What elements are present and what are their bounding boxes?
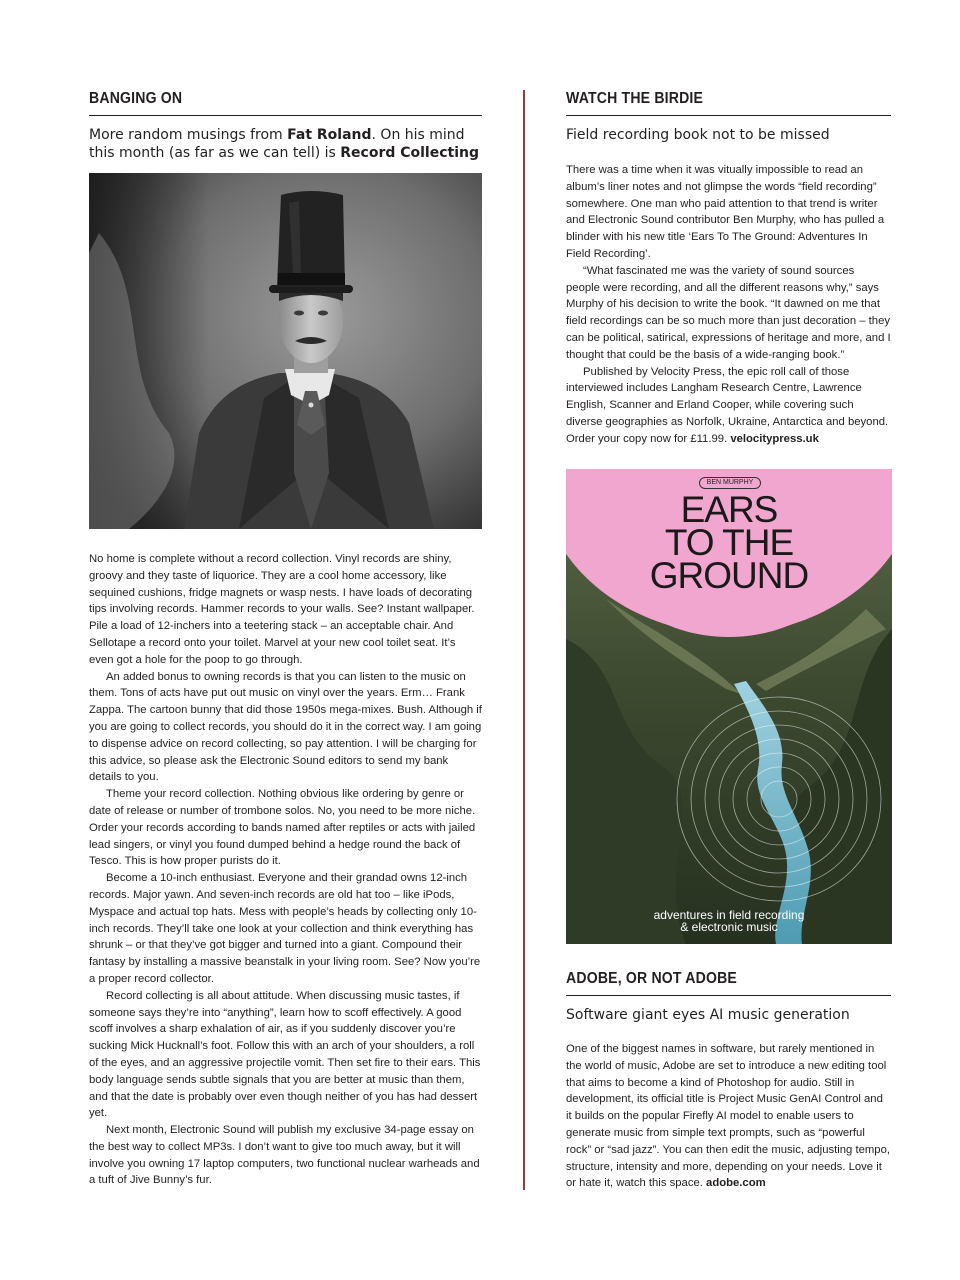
adobe-rule: [566, 995, 891, 996]
banging-on-paragraph: Next month, Electronic Sound will publish my exclusive 34-page essay on the best way to collect MP3s. I don’t want to give too much away, but it will involve you owning 17 laptop computers, two functional nuclear warheads and a tuft of Jive Bunny’s fur.: [89, 1124, 480, 1187]
ears-to-the-ground-book-cover: [566, 469, 892, 944]
book-title-line: TO THE: [664, 522, 794, 563]
velocitypress-link[interactable]: velocitypress.uk: [730, 432, 819, 445]
banging-on-body: [89, 551, 482, 1189]
top-hat-portrait-photo: [89, 173, 482, 529]
column-divider: [523, 90, 525, 1190]
banging-on-heading: BANGING ON: [89, 90, 183, 107]
adobe-standfirst: Software giant eyes AI music generation: [566, 1007, 850, 1023]
banging-on-paragraph: No home is complete without a record collection. Vinyl records are shiny, groovy and they taste of liquorice. They are a cool home accessory, like sequined cushions, fridge magnets or wasp nests. I have loads of decorating tips involving records. Hammer records to your walls. See? Instant wallpaper. Pile a load of 12-inchers into a teetering stack – an acceptable chair. And Sellotape a record onto your toilet. Marvel at your new cool toilet seat. It’s even got a hole for the poop to go through.: [89, 553, 475, 666]
book-subtitle-line: adventures in field recording: [653, 908, 805, 922]
birdie-paragraph: Published by Velocity Press, the epic roll call of those interviewed includes Langham Research Centre, Lawrence English, Scanner and Erland Cooper, while covering such diverse geographies as Norfolk, Ukraine, Antarctica and beyond. Order your copy now for £11.99. velocitypress.uk: [566, 365, 889, 445]
watch-the-birdie-body: [566, 162, 891, 448]
watch-the-birdie-standfirst: Field recording book not to be missed: [566, 127, 830, 143]
banging-on-paragraph: An added bonus to owning records is that you can listen to the music on them. Tons of acts have put out music on vinyl over the years. Erm… Frank Zappa. The cartoon bunny that did those 1950s mega-mixes. Bush. Although if you are going to collect records, you should do it in the correct way. I am going to dispense advice on record collecting, so pay attention. I will be charging for this advice, so please ask the Electronic Sound editors to send my bank details to you.: [89, 670, 482, 784]
birdie-paragraph: “What fascinated me was the variety of sound sources people were recording, and all the different reasons why,” says Murphy of his decision to write the book. “It dawned on me that field recordings can be so much more than just decoration – they can be political, satirical, expressions of heritage and more, and I thought that could be the basis of a wide-ranging book.”: [566, 264, 891, 361]
adobe-body: [566, 1041, 891, 1192]
banging-on-paragraph: Become a 10-inch enthusiast. Everyone and their grandad owns 12-inch records. Major yawn. And seven-inch records are old hat too – like iPods, Myspace and actual top hats. Mess with people’s heads by collecting only 10-inch records. They’ll take one look at your collection and think everything has shrunk – or that they’ve got bigger and turned into a giant. Compound their fantasy by installing a massive beanstalk in your living room. See? Now you’re a proper record collector.: [89, 872, 481, 985]
banging-on-paragraph: Theme your record collection. Nothing obvious like ordering by genre or date of release or number of trombone solos. No, you need to be more niche. Order your records according to bands named after reptiles or acts with jailed lead singers, or vinyl you found dumped behind a hedge round the back of Tesco. This is how proper purists do it.: [89, 788, 476, 868]
book-author-badge: BEN MURPHY: [699, 477, 761, 489]
birdie-paragraph: There was a time when it was vitually impossible to read an album’s liner notes and not glimpse the words “field recording” somewhere. One man who paid attention to that trend is writer and Electronic Sound contributor Ben Murphy, who has pulled a blinder with his new title ‘Ears To The Ground: Adventures In Field Recording’.: [566, 164, 885, 260]
watch-the-birdie-heading: WATCH THE BIRDIE: [566, 90, 704, 107]
banging-on-paragraph: Record collecting is all about attitude. When discussing music tastes, if someone says they’re into “anything”, learn how to scoff effectively. A good scoff involves a sharp exhalation of air, as if you suddenly discover you’re sucking Mick Hucknall’s foot. Follow this with an arch of your shoulders, a roll of the eyes, and an aggressive projectile vomit. Then set fire to their ears. This body language sends subtle signals that you are better at music than them, and that the date is probably over even though neither of you has had dessert yet.: [89, 989, 481, 1120]
book-title-line: GROUND: [649, 555, 809, 596]
watch-the-birdie-rule: [566, 115, 891, 116]
banging-on-rule: [89, 115, 482, 116]
banging-on-standfirst: More random musings from Fat Roland. On his mind this month (as far as we can tell) is Record Collecting: [89, 127, 480, 161]
adobe-heading: ADOBE, OR NOT ADOBE: [566, 970, 738, 987]
adobe-paragraph: One of the biggest names in software, but rarely mentioned in the world of music, Adobe are set to introduce a new editing tool that aims to become a kind of Photoshop for audio. Still in development, its official title is Project Music GenAI Control and it builds on the popular Firefly AI model to enable users to generate music from simple text prompts, such as “powerful rock” or “sad jazz”. You can then edit the music, adjusting tempo, structure, intensity and more, depending on your needs. Love it or hate it, watch this space. adobe.com: [566, 1043, 891, 1190]
book-title: [566, 489, 892, 596]
book-title-line: EARS: [680, 489, 778, 530]
adobe-link[interactable]: adobe.com: [706, 1177, 766, 1190]
book-subtitle: [566, 909, 892, 933]
book-subtitle-line: & electronic music: [680, 920, 778, 934]
